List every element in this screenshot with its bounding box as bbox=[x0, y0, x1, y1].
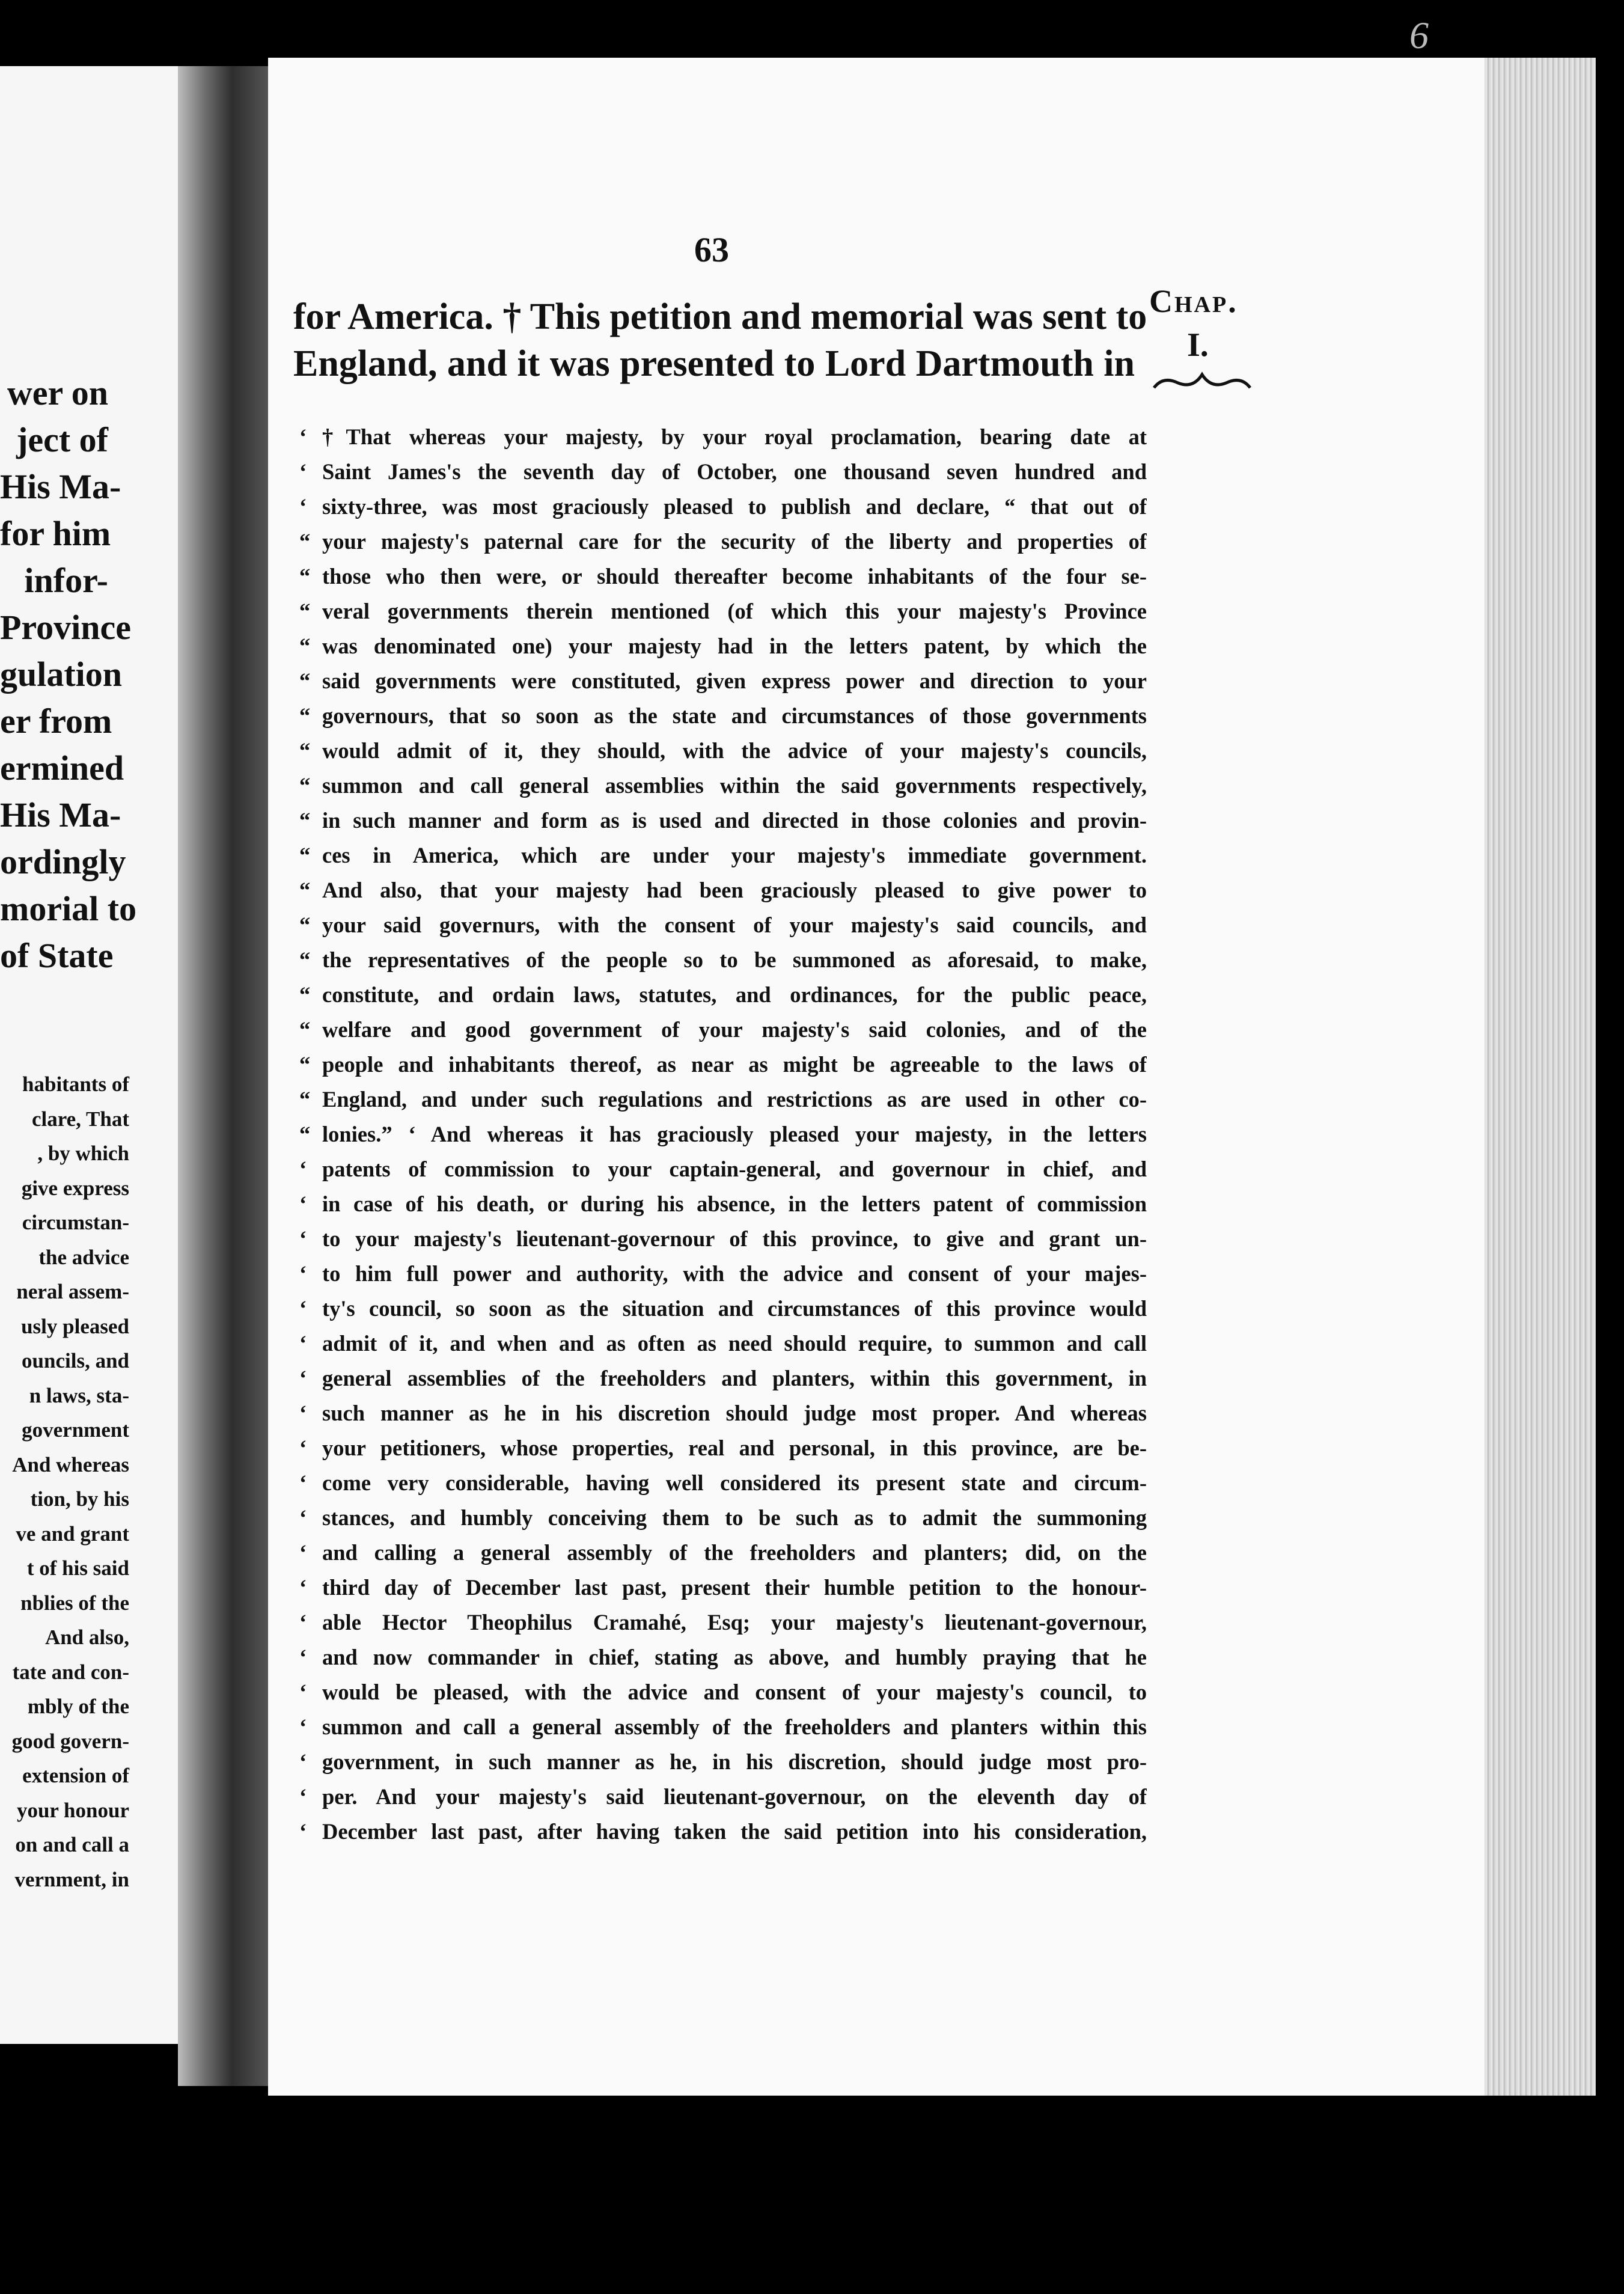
footnote-line bbox=[299, 908, 1147, 943]
footnote-line bbox=[299, 1326, 1147, 1361]
footnote-line bbox=[299, 1640, 1147, 1675]
main-line: England, and it was presented to Lord Dartmouth in bbox=[293, 343, 1135, 384]
footnote-line-text: And also, that your majesty had been graciously pleased to give power to bbox=[322, 878, 1147, 902]
left-page-footnote-line: usly pleased bbox=[21, 1314, 129, 1338]
footnote-line bbox=[299, 1814, 1147, 1849]
footnote-line bbox=[299, 699, 1147, 733]
footnote-line bbox=[299, 1605, 1147, 1640]
footnote-line bbox=[299, 489, 1147, 524]
quote-mark: “ bbox=[299, 1052, 311, 1077]
quote-mark: “ bbox=[299, 703, 311, 728]
quote-mark: “ bbox=[299, 529, 311, 554]
footnote-line bbox=[299, 838, 1147, 873]
footnote-line-text: sixty-three, was most graciously pleased to publish and declare, “ that out of bbox=[322, 494, 1147, 519]
left-page-footnote-line: the advice bbox=[38, 1245, 129, 1269]
footnote-line-text: government, in such manner as he, in his discretion, should judge most pro- bbox=[322, 1749, 1147, 1774]
left-page-footnote-line: neral assem- bbox=[16, 1280, 129, 1303]
left-page-line: er from bbox=[0, 702, 112, 741]
footnote-line-text: welfare and good government of your majesty's said colonies, and of the bbox=[322, 1017, 1147, 1042]
footnote-line-text: veral governments therein mentioned (of which this your majesty's Province bbox=[322, 599, 1147, 623]
page-number: 63 bbox=[694, 230, 729, 269]
quote-mark: ‘ bbox=[299, 1610, 307, 1635]
footnote-line-text: people and inhabitants thereof, as near as might be agreeable to the laws of bbox=[322, 1052, 1147, 1077]
footnote-line-text: governours, that so soon as the state and circumstances of those governments bbox=[322, 703, 1147, 728]
footnote-line bbox=[299, 1187, 1147, 1222]
quote-mark: “ bbox=[299, 634, 311, 658]
quote-mark: ‘ bbox=[299, 1680, 307, 1704]
footnote-line bbox=[299, 1361, 1147, 1396]
footnote-line bbox=[299, 1535, 1147, 1570]
left-page-line: of State bbox=[0, 936, 114, 975]
footnote-line bbox=[299, 1117, 1147, 1152]
footnote-line bbox=[299, 1256, 1147, 1291]
footnote-line bbox=[299, 1396, 1147, 1431]
quote-mark: ‘ bbox=[299, 1505, 307, 1530]
footnote-line-text: December last past, after having taken the said petition into his consideration, bbox=[322, 1819, 1147, 1844]
quote-mark: “ bbox=[299, 982, 311, 1007]
footnote-line bbox=[299, 943, 1147, 977]
footnote-line bbox=[299, 1082, 1147, 1117]
footnote-line bbox=[299, 1431, 1147, 1466]
footnote-line bbox=[299, 768, 1147, 803]
footnote-line bbox=[299, 977, 1147, 1012]
left-page-footnote-line: t of his said bbox=[26, 1556, 129, 1580]
footnote-line-text: able Hector Theophilus Cramahé, Esq; your majesty's lieutenant-governour, bbox=[322, 1610, 1147, 1635]
footnote-line bbox=[299, 629, 1147, 664]
left-page-line: His Ma- bbox=[0, 795, 121, 834]
footnote-line bbox=[299, 420, 1147, 454]
footnote-line bbox=[299, 733, 1147, 768]
quote-mark: “ bbox=[299, 738, 311, 763]
footnote-line-text: in case of his death, or during his absence, in the letters patent of commission bbox=[322, 1191, 1147, 1216]
quote-mark: “ bbox=[299, 878, 311, 902]
left-page-footnote-line: on and call a bbox=[15, 1833, 129, 1856]
left-page-line: Province bbox=[0, 608, 131, 647]
footnote-line-text: summon and call general assemblies within the said governments respectively, bbox=[322, 773, 1147, 798]
left-page-line: ordingly bbox=[0, 842, 126, 881]
book-gutter bbox=[178, 66, 268, 2086]
left-page-line: gulation bbox=[0, 655, 123, 694]
quote-mark: ‘ bbox=[299, 1819, 307, 1844]
footnote-line bbox=[299, 454, 1147, 489]
footnote-line-text: constitute, and ordain laws, statutes, and ordinances, for the public peace, bbox=[322, 982, 1147, 1007]
left-page-footnote-line: circumstan- bbox=[22, 1211, 129, 1234]
left-page-line: ermined bbox=[0, 748, 124, 788]
footnote-line-text: England, and under such regulations and restrictions as are used in other co- bbox=[322, 1087, 1147, 1112]
quote-mark: ‘ bbox=[299, 1540, 307, 1565]
left-page-line: for him bbox=[0, 514, 111, 553]
left-page-footnote-line: And whereas bbox=[12, 1452, 129, 1476]
quote-mark: ‘ bbox=[299, 1401, 307, 1425]
quote-mark: “ bbox=[299, 808, 311, 833]
left-page-footnote-line: , by which bbox=[37, 1142, 129, 1165]
left-page-footnote-line: good govern- bbox=[11, 1729, 129, 1753]
footnote-line bbox=[299, 1710, 1147, 1745]
left-page-footnote-line: ouncils, and bbox=[22, 1349, 129, 1372]
footnote-line-text: †That whereas your majesty, by your royal proclamation, bearing date at bbox=[322, 424, 1147, 449]
left-page-footnote-line: habitants of bbox=[22, 1072, 129, 1096]
footnote-line bbox=[299, 664, 1147, 699]
quote-mark: ‘ bbox=[299, 424, 307, 449]
quote-mark: ‘ bbox=[299, 1436, 307, 1460]
footnote-line bbox=[299, 559, 1147, 594]
quote-mark: “ bbox=[299, 668, 311, 693]
quote-mark: ‘ bbox=[299, 1470, 307, 1495]
main-body-text bbox=[293, 293, 1147, 387]
footnote-line bbox=[299, 803, 1147, 838]
footnote-line-text: patents of commission to your captain-general, and governour in chief, and bbox=[322, 1157, 1147, 1181]
left-page-line: ject of bbox=[16, 420, 108, 459]
quote-mark: ‘ bbox=[299, 494, 307, 519]
quote-mark: “ bbox=[299, 1017, 311, 1042]
footnote-line bbox=[299, 1047, 1147, 1082]
footnote-line-text: your said governurs, with the consent of your majesty's said councils, and bbox=[322, 913, 1147, 937]
footnote-line bbox=[299, 873, 1147, 908]
footnote-line-text: to your majesty's lieutenant-governour of this province, to give and grant un- bbox=[322, 1226, 1147, 1251]
left-page-footnote-line: government bbox=[22, 1418, 129, 1442]
footnote-line-text: ces in America, which are under your majesty's immediate government. bbox=[322, 843, 1147, 867]
left-page-footnote-line: give express bbox=[21, 1176, 129, 1200]
footnote-line-text: to him full power and authority, with the advice and consent of your majes- bbox=[322, 1261, 1147, 1286]
footnote-line-text: and calling a general assembly of the freeholders and planters; did, on the bbox=[322, 1540, 1147, 1565]
left-page-line: His Ma- bbox=[0, 467, 121, 506]
left-page-footnote-line: vernment, in bbox=[14, 1867, 129, 1891]
quote-mark: ‘ bbox=[299, 1575, 307, 1600]
footnote-line-text: your majesty's paternal care for the security of the liberty and properties of bbox=[322, 529, 1147, 554]
footnote-line-text: your petitioners, whose properties, real and personal, in this province, are be- bbox=[322, 1436, 1147, 1460]
chapter-number: I. bbox=[1187, 326, 1209, 364]
left-page-footnote-line: your honour bbox=[16, 1798, 129, 1822]
left-page-footnote-line: And also, bbox=[44, 1626, 129, 1649]
footnote-line-text: stances, and humbly conceiving them to be such as to admit the summoning bbox=[322, 1505, 1147, 1530]
left-page-footnote-line: tate and con- bbox=[12, 1660, 129, 1684]
quote-mark: ‘ bbox=[299, 1784, 307, 1809]
footnote-line bbox=[299, 524, 1147, 559]
quote-mark: “ bbox=[299, 1087, 311, 1112]
footnote-line bbox=[299, 1152, 1147, 1187]
footnote-line bbox=[299, 1745, 1147, 1779]
footnote-line-text: such manner as he in his discretion should judge most proper. And whereas bbox=[322, 1401, 1147, 1425]
footnote-line bbox=[299, 1500, 1147, 1535]
footnote-line-text: said governments were constituted, given express power and direction to your bbox=[322, 668, 1147, 693]
corner-mark: 6 bbox=[1409, 14, 1429, 57]
page-edges bbox=[1485, 58, 1596, 2096]
quote-mark: ‘ bbox=[299, 1366, 307, 1390]
quote-mark: ‘ bbox=[299, 1226, 307, 1251]
left-page-footnote-line: clare, That bbox=[31, 1107, 129, 1131]
footnote-line-text: Saint James's the seventh day of October, one thousand seven hundred and bbox=[322, 459, 1147, 484]
quote-mark: ‘ bbox=[299, 1261, 307, 1286]
quote-mark: ‘ bbox=[299, 1749, 307, 1774]
quote-mark: ‘ bbox=[299, 1191, 307, 1216]
quote-mark: ‘ bbox=[299, 1714, 307, 1739]
left-page-large-text bbox=[0, 370, 137, 979]
footnote-line-text: those who then were, or should thereafter become inhabitants of the four se- bbox=[322, 564, 1147, 589]
footnote-line-text: lonies.” ‘ And whereas it has graciously pleased your majesty, in the letters bbox=[322, 1122, 1147, 1146]
footnote-line-text: would be pleased, with the advice and consent of your majesty's council, to bbox=[322, 1680, 1147, 1704]
footnote-line-text: ty's council, so soon as the situation and circumstances of this province would bbox=[322, 1296, 1147, 1321]
left-page-line: infor- bbox=[24, 561, 108, 600]
footnote-line bbox=[299, 1012, 1147, 1047]
footnote-line bbox=[299, 1570, 1147, 1605]
quote-mark: “ bbox=[299, 1122, 311, 1146]
main-line: for America. † This petition and memorial was sent to bbox=[293, 296, 1147, 337]
quote-mark: ‘ bbox=[299, 1296, 307, 1321]
footnote-line bbox=[299, 594, 1147, 629]
chapter-brace-ornament bbox=[1151, 370, 1253, 394]
quote-mark: ‘ bbox=[299, 459, 307, 484]
footnote-line-text: summon and call a general assembly of the freeholders and planters within this bbox=[322, 1714, 1147, 1739]
left-page-footnote-line: mbly of the bbox=[27, 1695, 129, 1718]
footnote-line bbox=[299, 1466, 1147, 1500]
footnote-line bbox=[299, 1675, 1147, 1710]
left-page-footnote-line: ve and grant bbox=[16, 1522, 129, 1546]
quote-mark: ‘ bbox=[299, 1331, 307, 1356]
quote-mark: “ bbox=[299, 843, 311, 867]
quote-mark: ‘ bbox=[299, 1645, 307, 1669]
footnote-line-text: in such manner and form as is used and directed in those colonies and provin- bbox=[322, 808, 1147, 833]
left-page-footnote-line: extension of bbox=[22, 1764, 129, 1787]
footnote-line-text: was denominated one) your majesty had in the letters patent, by which the bbox=[322, 634, 1147, 658]
left-page-footnote-text bbox=[0, 1067, 129, 1897]
footnote-line bbox=[299, 1779, 1147, 1814]
quote-mark: “ bbox=[299, 947, 311, 972]
left-page-line: morial to bbox=[0, 889, 137, 928]
quote-mark: ‘ bbox=[299, 1157, 307, 1181]
left-page-footnote-line: tion, by his bbox=[30, 1487, 129, 1511]
footnote-line-text: third day of December last past, present their humble petition to the honour- bbox=[322, 1575, 1147, 1600]
quote-mark: “ bbox=[299, 913, 311, 937]
quote-mark: “ bbox=[299, 564, 311, 589]
footnote-line bbox=[299, 1291, 1147, 1326]
left-page-footnote-line: nblies of the bbox=[20, 1591, 129, 1615]
quote-mark: “ bbox=[299, 599, 311, 623]
footnote-line bbox=[299, 1222, 1147, 1256]
left-page-line: wer on bbox=[7, 373, 108, 412]
left-page bbox=[0, 66, 180, 2044]
footnote-line-text: would admit of it, they should, with the advice of your majesty's councils, bbox=[322, 738, 1147, 763]
footnote-line-text: and now commander in chief, stating as above, and humbly praying that he bbox=[322, 1645, 1147, 1669]
quote-mark: “ bbox=[299, 773, 311, 798]
footnote-line-text: general assemblies of the freeholders and planters, within this government, in bbox=[322, 1366, 1147, 1390]
footnote-line-text: admit of it, and when and as often as need should require, to summon and call bbox=[322, 1331, 1147, 1356]
footnote-line-text: come very considerable, having well considered its present state and circum- bbox=[322, 1470, 1147, 1495]
chapter-label: Chap. bbox=[1149, 283, 1238, 319]
footnote-line-text: per. And your majesty's said lieutenant-governour, on the eleventh day of bbox=[322, 1784, 1147, 1809]
left-page-footnote-line: n laws, sta- bbox=[29, 1383, 129, 1407]
footnote-text bbox=[299, 420, 1147, 1849]
footnote-line-text: the representatives of the people so to be summoned as aforesaid, to make, bbox=[322, 947, 1147, 972]
